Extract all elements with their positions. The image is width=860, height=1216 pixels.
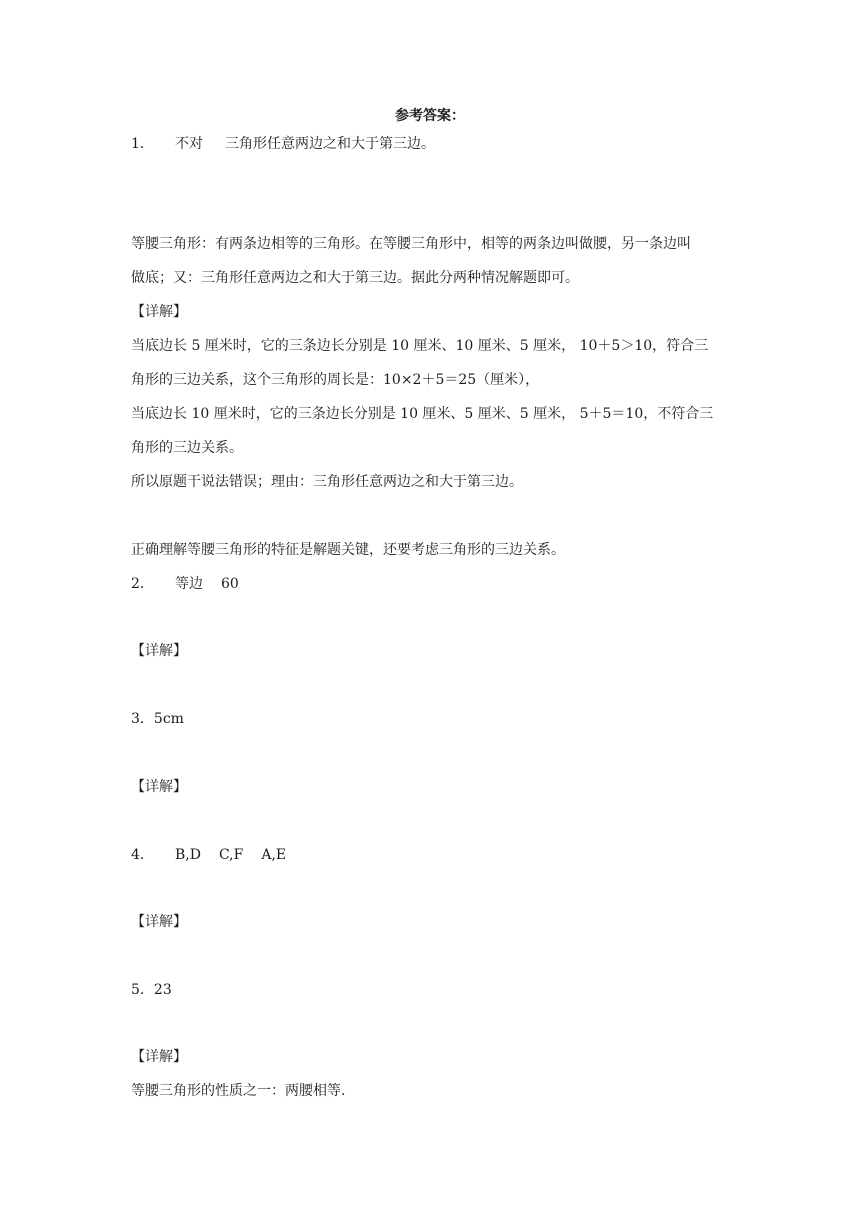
q2-answer-a: 等边: [175, 576, 203, 592]
q1-answer-a: 不对: [175, 136, 203, 152]
q1-detail-line-4: 角形的三边关系。: [131, 440, 243, 456]
q2-answer-line: [131, 574, 239, 594]
q1-detail-label: 【详解】: [131, 304, 187, 320]
q1-number: 1．: [131, 136, 154, 152]
q3-detail-label: 【详解】: [131, 779, 187, 795]
q2-answer-b: 60: [221, 576, 239, 592]
q4-answer-line: [131, 845, 286, 865]
q1-detail-line-3: 当底边长 10 厘米时，它的三条边长分别是 10 厘米、5 厘米、5 厘米， 5＋5＝10，不符合三: [131, 406, 714, 422]
q2-detail-label: 【详解】: [131, 643, 187, 659]
q5-answer-line: 5．23: [131, 982, 172, 998]
q4-number: 4．: [131, 847, 154, 863]
q4-answer-c: A,E: [261, 847, 287, 863]
q1-analysis-line-2: 做底；又：三角形任意两边之和大于第三边。据此分两种情况解题即可。: [131, 270, 579, 286]
q4-detail-label: 【详解】: [131, 914, 187, 930]
q1-detail-line-1: 当底边长 5 厘米时，它的三条边长分别是 10 厘米、10 厘米、5 厘米， 10＋5＞10，符合三: [131, 338, 709, 354]
q1-detail-line-2: 角形的三边关系，这个三角形的周长是：10×2＋5＝25（厘米），: [131, 372, 540, 388]
q3-answer-line: 3．5cm: [131, 711, 184, 727]
page-title: 参考答案：: [395, 108, 465, 124]
q4-answer-b: C,F: [218, 847, 244, 863]
q5-detail-line-1: 等腰三角形的性质之一：两腰相等.: [131, 1083, 346, 1099]
q2-number: 2．: [131, 576, 154, 592]
q1-analysis-line-1: 等腰三角形：有两条边相等的三角形。在等腰三角形中，相等的两条边叫做腰，另一条边叫: [131, 236, 691, 252]
q5-detail-label: 【详解】: [131, 1049, 187, 1065]
q1-answer-line: [131, 134, 435, 154]
q4-answer-a: B,D: [175, 847, 201, 863]
q1-answer-b: 三角形任意两边之和大于第三边。: [225, 136, 435, 152]
q1-detail-line-5: 所以原题干说法错误；理由：三角形任意两边之和大于第三边。: [131, 474, 523, 490]
q1-comment: 正确理解等腰三角形的特征是解题关键，还要考虑三角形的三边关系。: [131, 542, 565, 558]
